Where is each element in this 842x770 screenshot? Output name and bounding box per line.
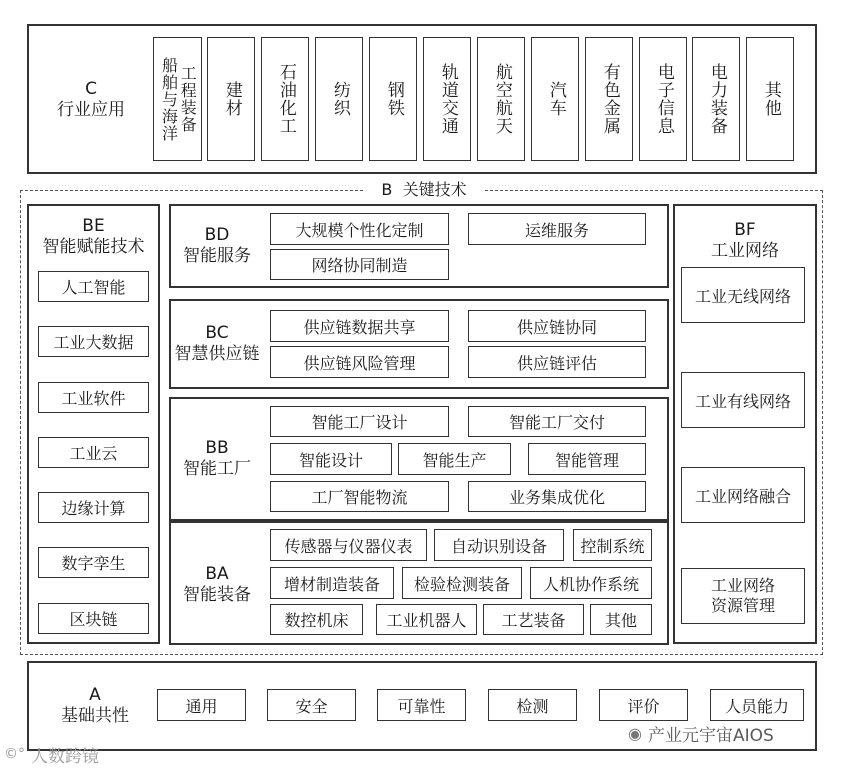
section-c-title: 行业应用 (57, 100, 125, 120)
bb-item (270, 481, 449, 512)
a-item-label: 评价 (627, 696, 660, 716)
ba-item-label: 传感器与仪器仪表 (284, 536, 413, 556)
bd-item (270, 213, 449, 245)
industry-item-label: 有色金属 (599, 63, 620, 135)
a-item (710, 689, 804, 721)
industry-item-label: 航空航天 (491, 63, 512, 135)
industry-item (531, 37, 579, 161)
bf-item-label: 工业网络 资源管理 (710, 576, 775, 615)
a-item-label: 安全 (295, 696, 328, 716)
bc-item (270, 310, 449, 342)
industry-item (423, 37, 471, 161)
bb-item (270, 443, 392, 475)
ba-item-label: 自动识别设备 (450, 536, 547, 556)
ba-item-label: 人机协作系统 (542, 574, 639, 594)
be-item-label: 边缘计算 (61, 499, 126, 518)
ba-item (376, 604, 477, 635)
ba-item (530, 567, 652, 599)
be-item (38, 437, 149, 468)
bc-item-label: 供应链协同 (516, 317, 597, 337)
industry-item (207, 37, 255, 161)
a-item (599, 689, 688, 721)
panel-ba-title: 智能装备 (183, 585, 251, 605)
watermark-right-text: 产业元宇宙AIOS (647, 725, 774, 746)
section-a-code: A (89, 684, 101, 705)
bc-item-label: 供应链风险管理 (303, 353, 416, 373)
bf-item (681, 267, 805, 323)
industry-item (477, 37, 525, 161)
bf-item (681, 467, 805, 523)
a-item (157, 689, 246, 721)
panel-bb-label (171, 435, 263, 483)
be-item (38, 271, 149, 302)
bd-item (468, 213, 646, 245)
industry-item-label: 纺织 (329, 81, 350, 117)
bf-item (681, 568, 805, 624)
bb-item-label: 智能工厂交付 (508, 413, 605, 432)
bb-item-label: 智能设计 (298, 450, 363, 470)
bb-item (398, 443, 511, 475)
section-b-title: B 关键技术 (364, 179, 484, 201)
a-item (377, 689, 466, 721)
a-item-label: 人员能力 (724, 696, 789, 716)
ba-item (434, 529, 564, 561)
bb-item (528, 443, 646, 475)
panel-be-label (27, 214, 160, 260)
watermark-logo-icon: ©° (4, 746, 25, 762)
ba-item (270, 604, 363, 635)
panel-be-title: 智能赋能技术 (42, 237, 145, 257)
ba-item (573, 529, 652, 561)
industry-item (746, 37, 794, 161)
bf-item-label: 工业网络融合 (694, 486, 791, 506)
panel-bb-code: BB (205, 437, 229, 458)
industry-item-label: 建材 (221, 81, 242, 117)
ba-item (402, 567, 522, 599)
industry-item-label: 电子信息 (653, 63, 674, 135)
bb-item (270, 406, 449, 437)
ba-item-label: 控制系统 (580, 536, 645, 556)
panel-bf-code: BF (734, 219, 756, 240)
bc-item-label: 供应链数据共享 (303, 317, 416, 337)
be-item (38, 603, 149, 634)
panel-bc-code: BC (205, 322, 229, 343)
be-item-label: 人工智能 (61, 278, 126, 297)
bc-item (468, 310, 646, 342)
bb-item-label: 智能工厂设计 (311, 413, 408, 432)
be-item-label: 工业大数据 (53, 333, 134, 352)
be-item (38, 326, 149, 357)
bd-item-label: 网络协同制造 (311, 256, 408, 275)
panel-ba-label (171, 561, 263, 609)
section-a-title: 基础共性 (61, 706, 129, 726)
panel-bd-code: BD (204, 224, 230, 245)
industry-item (585, 37, 633, 161)
be-item (38, 492, 149, 523)
industry-item-label: 轨道交通 (437, 63, 458, 135)
industry-item-shipbuilding-col1: 工程装备 (178, 65, 198, 133)
ba-item-label: 检验检测装备 (413, 574, 510, 594)
bb-item (468, 481, 646, 512)
be-item-label: 数字孪生 (61, 554, 126, 573)
industry-item-label: 其他 (760, 81, 781, 117)
industry-item-label: 电力装备 (706, 63, 727, 135)
panel-bc-label (171, 320, 263, 368)
a-item-label: 检测 (516, 696, 549, 716)
panel-be-enabling-tech (27, 204, 160, 644)
a-item (267, 689, 356, 721)
watermark-left-text: 人数跨镜 (31, 746, 99, 767)
wechat-icon: ◉ (628, 723, 642, 743)
industry-item-shipbuilding (153, 37, 202, 161)
a-item-label: 通用 (185, 696, 218, 716)
panel-ba-code: BA (205, 563, 229, 584)
industry-item (369, 37, 417, 161)
ba-item-label: 工艺装备 (501, 611, 566, 630)
ba-item-label: 工业机器人 (386, 611, 467, 630)
industry-item (639, 37, 687, 161)
panel-bd-label (171, 222, 263, 270)
bd-item-label: 大规模个性化定制 (295, 220, 424, 240)
a-item (488, 689, 577, 721)
ba-item-label: 数控机床 (284, 611, 349, 630)
be-item-label: 工业软件 (61, 389, 126, 408)
panel-bf-title: 工业网络 (711, 241, 779, 261)
bb-item-label: 工厂智能物流 (311, 488, 408, 507)
ba-item-label: 增材制造装备 (283, 574, 380, 594)
bf-item-label: 工业无线网络 (694, 286, 791, 306)
ba-item (590, 604, 652, 635)
bb-item-label: 业务集成优化 (508, 488, 605, 507)
industry-item (261, 37, 309, 161)
ba-item (270, 529, 427, 561)
bd-item-label: 运维服务 (524, 220, 589, 240)
watermark-right (628, 721, 774, 745)
be-item-label: 工业云 (69, 444, 118, 463)
bc-item (270, 346, 449, 378)
bc-item (468, 346, 646, 378)
bb-item-label: 智能管理 (554, 450, 619, 470)
industry-item-shipbuilding-col2: 船舶与海洋 (159, 56, 179, 142)
industry-item (692, 37, 740, 161)
be-item (38, 382, 149, 413)
bf-item (681, 372, 805, 428)
ba-item (483, 604, 584, 635)
bc-item-label: 供应链评估 (516, 353, 597, 373)
bb-item-label: 智能生产 (422, 450, 487, 470)
panel-bc-title: 智慧供应链 (174, 344, 260, 364)
be-item (38, 547, 149, 578)
bf-item-label: 工业有线网络 (694, 391, 791, 411)
industry-item-label: 石油化工 (275, 63, 296, 135)
bb-item (468, 406, 646, 437)
section-c-code: C (85, 78, 97, 99)
a-item-label: 可靠性 (397, 696, 446, 716)
watermark-left (4, 742, 99, 766)
section-c-label (32, 70, 150, 130)
panel-bb-title: 智能工厂 (183, 459, 251, 479)
industry-item-label: 钢铁 (383, 81, 404, 117)
industry-item (315, 37, 363, 161)
section-a-label (40, 682, 150, 730)
ba-item (270, 567, 394, 599)
panel-bd-title: 智能服务 (183, 246, 251, 266)
be-item-label: 区块链 (69, 610, 118, 629)
panel-bf-label (673, 218, 817, 264)
panel-be-code: BE (82, 215, 105, 236)
industry-item-label: 汽车 (545, 81, 566, 117)
ba-item-label: 其他 (604, 611, 637, 630)
bd-item (270, 249, 449, 280)
